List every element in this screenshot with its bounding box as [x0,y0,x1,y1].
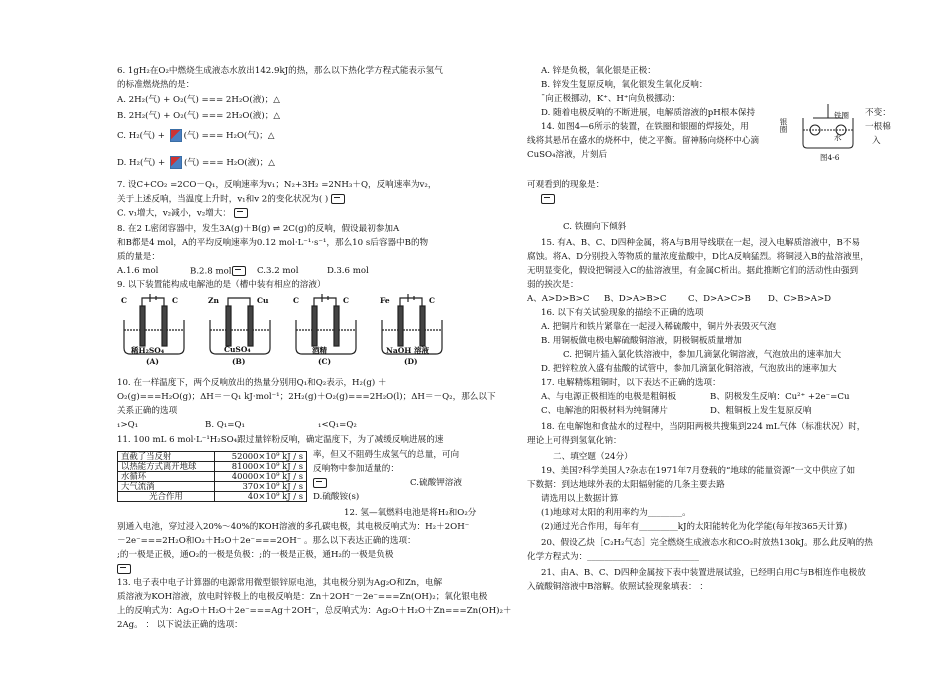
q9-line: 9. 以下装置能构成电解池的是（槽中装有相应的溶液） [117,280,326,290]
fig-label-water: 水 [834,133,842,142]
q14-option-c: C. 铁圈向下倾斜 [563,222,627,232]
q18-line1: 18. 在电解饱和食盐水的过程中，当阴阳两极共搜集到224 mL气体（标准状况）时， [541,422,866,432]
q13-option-b: B. 锌发生复原反响，氧化银发生氧化反响： [541,80,708,90]
cell-a-solution: 稀H₂SO₄ [131,346,165,355]
table-cell-value: 370×10⁹ kJ / s [214,482,306,492]
q6-line2: 的标准燃烧热的是： [117,80,195,90]
q10-line1: 10. 在一样温度下，两个反响放出的热量分别用Q₁和Q₂表示，H₂(g) ＋ [117,378,387,388]
fig-label-silver-ring: 银圈 [779,118,788,133]
q14-question: 可观看到的现象是： [527,180,605,190]
q6-line1: 6. 1gH₂在O₂中燃烧生成液态水放出142.9kJ的热，那么以下热化学方程式能表示氢气 [117,66,443,76]
clip-icon [234,208,248,218]
table-cell-label: 光合作用 [118,492,215,502]
q6-option-c [117,129,275,142]
q15-option-a: A、A>D>B>C [527,294,590,304]
table-cell-label: 以热能方式离开地球 [118,462,215,472]
fig-caption: 图4-6 [820,153,840,162]
q19-part2: (2)通过光合作用，每年有_________kJ的太阳能转化为化学能(每年按365天计算) [541,522,848,532]
q19-line1: 19、美国?科学美国人?杂志在1971年7月登载的“地球的能量资源”一文中供应了如 [541,466,856,476]
q21-line1: 21、由A、B、C、D四种金属按下表中装置进展试验，已经明白用C与B相连作电极放 [541,568,866,578]
clip-icon [331,194,345,204]
q8-line2: 和B都是4 mol，A的平均反响速率为0.12 mol·L⁻¹·s⁻¹，那么10 s后容器中B的物 [117,238,429,248]
clip-icon [232,266,246,276]
q8-option-a: A.1.6 mol [117,266,159,276]
q11-line3: 反响物中参加适量的： [313,464,399,474]
cell-c-electrode-left: C [293,296,299,305]
q12-line3: －2e⁻===2H₂O和O₂＋H₂O＋2e⁻===2OH⁻ 。那么以下表达正确的选项： [117,536,416,546]
q17-option-b: B、阴极发生反响：Cu²⁺ +2e⁻=Cu [710,392,850,402]
q11-option-c: C.硫酸钾溶液 [410,478,462,488]
q19-part1: (1)地球对太阳的利用率约为________。 [541,508,691,518]
q8-b-text: B.2.8 mol [190,266,232,277]
q12-clip [117,564,131,576]
q15-option-c: C、D>A>C>B [688,294,751,304]
clip-icon [541,194,555,204]
q11-clip [313,478,327,490]
cell-c-solution: 酒精 [312,346,327,355]
q10-option-b: B. Q₁=Q₁ [205,420,245,430]
table-cell-label: 大气流淌 [118,482,215,492]
q14-line1: 14. 如图4—6所示的装置，在铁圈和银圈的焊接处，用 [541,122,749,132]
cell-b-electrode-right: Cu [257,296,269,305]
q14-line3: CuSO₄溶液，片刻后 [527,150,608,160]
q10-line3: 关系正确的选项 [117,406,178,416]
q6-c-text: C. H₂(气) + [117,131,168,141]
q15-option-b: B、D>A>B>C [604,294,667,304]
energy-table [117,451,307,502]
cell-d-electrode-left: Fe [380,296,390,305]
cell-b-letter: (B) [232,357,246,366]
cell-c-letter: (C) [318,357,332,366]
q6-d-text: D. H₂(气) + [117,158,168,168]
q15-line2: 腐蚀。将A、D分别投入等物质的量浓度盐酸中，D比A反响猛烈。将铜浸入B的盐溶液里， [527,252,869,262]
cell-b-solution: CuSO₄ [224,345,251,354]
q7-opt: C. v₁增大，v₂减小，v₂增大： [117,208,231,219]
q19-line3: 请选用以上数据计算 [541,494,619,504]
q16-option-d: D. 把锌粒放入盛有盐酸的试管中，参加几滴氯化铜溶液，气泡放出的速率加大 [541,364,837,374]
q14-line2: 线将其悬吊在盛水的烧杯中，使之平衡。留神肠向烧杯中心滴 [527,136,760,146]
q7-line2 [117,194,345,206]
q17-option-a: A、与电源正极相连的电极是粗铜板 [541,392,677,402]
q15-option-d: D、C>B>A>D [768,294,832,304]
q20-line2: 化学方程式为：__________________________ [527,552,699,562]
q10-option-cd: ₁<Q₁=Q₂ [318,420,357,430]
q6-option-a: A. 2H₂(气) + O₂(气) === 2H₂O(液)；△ [117,95,280,105]
q13-option-a: A. 锌是负极，氧化银是正极： [541,66,656,76]
q21-line2: 入硫酸铜溶液中B溶解。依照试验现象填表： ： [527,582,708,592]
table-cell-value: 40000×10⁹ kJ / s [214,472,306,482]
q7-line3 [117,208,248,220]
q16-line1: 16. 以下有关试验现象的描绘不正确的选项 [541,308,704,318]
q15-line3: 无明显变化，假设把铜浸入C的盐溶液里，有金属C析出。据此推断它们的活动性由强到 [527,266,859,276]
q20-line1: 20、假设乙炔［C₂H₂气态］完全燃烧生成液态水和CO₂时放热130kJ。那么此反响的热 [541,538,873,548]
table-cell-value: 81000×10⁹ kJ / s [214,462,306,472]
q7-line1: 7. 设C+CO₂ =2CO－Q₁，反响速率为v₁；N₂+3H₂ =2NH₃＋Q，反响速率为v₂， [117,180,437,190]
table-row [118,482,307,492]
q18-line2: 理论上可得到氢氧化钠： [527,436,622,446]
table-cell-label: 直截了当反射 [118,452,215,462]
q12-options: ;的一极是正极，通O₂的一极是负极：;的一极是正极，通H₂的一极是负极 [117,550,394,560]
q11-option-d: D.硫酸铵(s) [313,492,360,502]
fig-side-text1: 不变： [865,108,891,118]
q13-option-d: D. 随着电极反响的不断进展，电解质溶液的pH根本保持 [541,108,756,118]
clip-icon [313,478,327,488]
clip-icon [117,564,131,574]
table-cell-value: 52000×10⁹ kJ / s [214,452,306,462]
q11-line2: 率，但又不阻碍生成氢气的总量，可向 [313,450,460,460]
q12-line1: 12. 氢—氧燃料电池是将H₂和O₂分 [344,508,477,518]
q15-line4: 弱的挨次是： [527,280,579,290]
q16-option-a: A. 把铜片和铁片紧靠在一起浸入稀硫酸中，铜片外表毁灭气泡 [541,322,777,332]
cell-a-electrode-left: C [121,296,127,305]
cell-a-electrode-right: C [172,296,178,305]
q13-option-c: ¯向正极挪动，K⁺、H⁺向负极挪动： [541,94,681,104]
q6-option-d [117,156,275,169]
q16-option-b: B. 用铜板做电极电解硫酸铜溶液，阴极铜板质量增加 [541,336,742,346]
cell-d-letter: (D) [404,357,418,366]
q16-option-c: C. 把铜片插入氯化铁溶液中，参加几滴氯化铜溶液，气泡放出的速率加大 [563,350,842,360]
q17-line1: 17. 电解精炼粗铜时，以下表达不正确的选项： [541,378,721,388]
q13-line4: 2Ag。 ： 以下说法正确的选项： [117,620,243,630]
fraction-image-icon [170,129,182,142]
cell-b-electrode-left: Zn [208,296,219,305]
q8-line3: 质的量是： [117,252,160,262]
q19-line2: 下数据：到达地球外表的太阳辐射能的几条主要去路 [527,480,725,490]
table-cell-value: 40×10⁹ kJ / s [214,492,306,502]
cell-d-electrode-right: C [429,296,435,305]
q6-c-text2: (气) === H₂O(气)；△ [183,131,275,141]
q7-text: 关于上述反响，当温度上升时，v₁和v 2的变化状况为( ) [117,194,329,205]
q6-option-b: B. 2H₂(气) + O₂(气) === 2H₂O(液)；△ [117,111,280,121]
q10-option-a: ₁>Q₁ [117,420,139,430]
q11-line1: 11. 100 mL 6 mol·L⁻¹H₂SO₄跟过量锌粉反响，确定温度下，为了减缓反响进展的速 [117,435,444,445]
q10-line2: O₂(g)===H₂O(g)；ΔH＝－Q₁ kJ·mol⁻¹；2H₂(g)＋O₂(g)===2H₂O(l)；ΔH＝－Q₂，那么以下 [117,392,496,402]
table-row [118,472,307,482]
q13-line1: 13. 电子表中电子计算器的电源常用微型银锌原电池，其电极分别为Ag₂O和Zn，电解 [117,578,443,588]
fig-label-iron-ring: 铁圈 [834,111,849,120]
cell-d-solution: NaOH 溶液 [386,346,429,355]
q13-line3: 上的反响式为：Ag₂O＋H₂O＋2e⁻===Ag＋2OH⁻，总反响式为：Ag₂O＋H₂O＋Zn===Zn(OH)₂＋ [117,606,512,616]
cell-a-letter: (A) [146,357,159,366]
fraction-image-icon [170,156,182,169]
q13-line2: 质溶液为KOH溶液，放电时锌极上的电极反响是：Zn＋2OH⁻－2e⁻===Zn(OH)₂；氧化银电极 [117,592,488,602]
figure-4-6-beaker [793,100,863,160]
q6-d-text2: (气) === H₂O(液)；△ [183,158,275,168]
fig-side-text3: 入 [872,136,881,146]
q17-option-c: C、电解池的阳极材料为纯铜薄片 [541,406,668,416]
q17-option-d: D、粗铜板上发生复原反响 [710,406,812,416]
q8-option-d: D.3.6 mol [327,266,369,276]
q8-option-c: C.3.2 mol [257,266,299,276]
table-row [118,452,307,462]
table-row [118,462,307,472]
fig-side-text2: 一根棉 [865,122,891,132]
q14-clip [541,194,555,206]
table-cell-label: 水循环 [118,472,215,482]
q12-line2: 别通入电池，穿过浸入20%～40%的KOH溶液的多孔碳电极，其电极反响式为：H₂＋2OH⁻ [117,522,470,532]
section-2-heading: 二、填空题（24分） [553,452,633,462]
cell-c-electrode-right: C [343,296,349,305]
q15-line1: 15. 有A、B、C、D四种金属，将A与B用导线联在一起，浸入电解质溶液中，B不易 [541,238,861,248]
q8-line1: 8. 在2 L密闭容器中，发生3A(g)＋B(g) ⇌ 2C(g)的反响，假设最初参加A [117,224,400,234]
q8-option-b [190,266,246,278]
table-row [118,492,307,502]
